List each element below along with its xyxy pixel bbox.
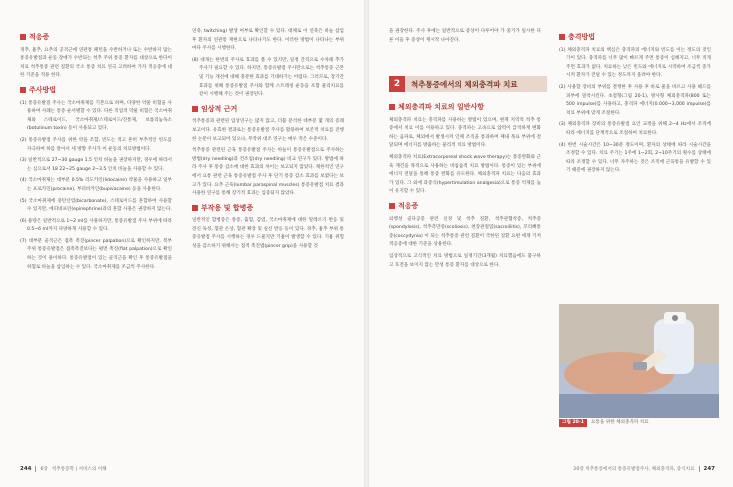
list-item: (2) 통증유발점 주사를 위한 약을 조합, 빈도는 적고 흔히 부추적인 빈도를 자극하여 하를 알아서 세 방향 주사가 이 운동의 치료방법이다. (20, 137, 172, 152)
paragraph: 을 권장한다. 주사 후에는 일반적으로 증상이 다루어야 가 중기가 일시한 다른 이들 후 증상이 재시작 나아진다. (389, 29, 541, 43)
chapter-title: 척추통증에서의 체외충격파 치료 (405, 76, 547, 92)
paragraph: 연축, twitching) 발생 여부로 확인할 수 있다. 대체로 이 연축은 바늘 삽입후 환자의 연관통 재현으로 나타나기도 한다. 이러한 방법이 나타나는 부위마다 주사를 시행한다. (192, 29, 344, 52)
section-marker-icon (192, 205, 198, 211)
left-page (0, 0, 365, 487)
figure-caption-text: 요통을 위한 체외충격파 치료 (590, 420, 649, 425)
page-number: 244 (20, 466, 32, 472)
section-marker-icon (389, 203, 395, 209)
section-heading: 주사방법 (20, 86, 172, 95)
paragraph: 임상적으로 고식적인 치료 방법으로 일정기간(3개월) 치료했음에도 불구하고 호전을 보이지 않는 만성 통증 환자를 대상으로 한다. (389, 253, 541, 268)
divider (699, 466, 700, 472)
list-item: (5) 국소마취제에 중탄산염(bicarbonate), 스테로이드를 혼합하여 사용할 수 있지만, 에피네프린(epinephrine)과의 혼합 사용은 권장하지 않는다. (20, 198, 172, 213)
section-marker-icon (20, 34, 26, 40)
footer-title: 척추통증학 | 서비스의 이해 (51, 467, 107, 472)
section-heading: 부작용 및 합병증 (192, 204, 344, 213)
figure-caption (559, 419, 719, 427)
section-marker-icon (20, 87, 26, 93)
list-item: (2) 사용할 장비의 부위를 결정한 후 사용 후 바로 물을 바르고 사용 헤드를 피부에 밀착시킨다. 초점형(그림 20-1), 방사형 체외충격파(800 또는 500 impulse)를 사용하고, 충격파 에너지(0.000~3,000 impulse)를 치료 부위에 맞게 조절한다. (559, 84, 711, 116)
treatment-photo-illustration (559, 304, 719, 418)
paragraph: 체외충격파 치료는 충격파를 사용하는 방법이 있으며, 현재 지역적 척추 통증에서 치료 이를 이용하고 있다. 충격파는 고속으로 압력이 급격하게 변화하는 음파로, 체외에서 발생시켜 인체 조직을 통과하여 체내 목표 부위에 전달되며 에너지를 방출하는 물리적 치료 방법이다. (389, 117, 541, 149)
section-heading: 적응증 (389, 202, 541, 211)
right-column-1-body (389, 98, 541, 273)
paragraph: 척추통증 관련된 근육 통증유발점 주사는 바늘이 통증유발점으로 주사하는 방법(dry needling)과 건조침(dry needling) 비교 연구가 있다. 방법에 따라 주사 후 통증 감소에 대한 효과의 차이는 보고되지 않았다. 제한적인 연구에서 요통 관련 근육 통증유발점 주사 후 단기 통증 감소 효과를 보였다는 보고가 있다. 요추 근육(lumbar paraspinal muscles) 통증유발점 치료 결과 사용한 연구를 통해 장기적 효과는 입증되지 않았다. (192, 148, 344, 197)
paragraph: 척추통증과 관련된 임상연구는 많지 않고, 더불 분석한 대부분 몇 개의 증례 보고이다. 유효한 결과로는 통증유발점 주사를 활용하여 보존적 치료를 진행한 논문이 보고되어 있으나, 무작위 대조 연구는 매우 적은 수준이다. (192, 119, 344, 142)
page-footer (573, 466, 715, 472)
right-column-2 (559, 28, 711, 179)
section-marker-icon (559, 34, 565, 40)
footer-title: 20장 척추통증에서의 통증유발점주사, 체외충격파, 증식치료 (573, 467, 695, 472)
paragraph: 퇴행성 골다공증 관련 신경 및 척추 질환, 척추관협착증, 척추증(spondylosis), 척추측만증(scoliosis), 천장관절염(sacroiliitis), 꼬리뼈통증(coccydynia) 이 되는 척추통증 관련 질환이 국한된 질환 요편 에게 기저 적응증에 대한 기준을 상용한다. (389, 216, 541, 248)
right-page (369, 0, 733, 487)
section-heading: 적응증 (20, 33, 172, 42)
list-item: (4) 국소마취제는 대부분 0.5% 리도카인(lidocaine) 약물을 사용하고 일부는 프로카인(procaine), 부피바카인(bupivacaine) 등을 사용한다. (20, 178, 172, 192)
right-column-1 (389, 28, 541, 48)
footer-part: 6장 (40, 467, 48, 472)
left-column-1 (20, 28, 172, 275)
list-item: (1) 통증유발점 주사는 국소마취제를 기본으로 하며, 다양한 약물 비혈을 사용하여 사례는 통증 순서별할 수 있다. 다른 직업적 약물 비혈은 국소마취제와 스테로이드, 국소마취제/스테로이드/진통제, 보톨리눔독소(botulinum toxin) 등이 사용되고 있다. (20, 100, 172, 132)
list-item: (4) 한번 시술시간은 10~30분 정도이며, 환자의 상태에 따라 시술시간을 조정할 수 있다. 치료 주기는 1주에 1~2회, 2~10주기의 횟수를 상태에 따라 조정할 수 있다. 너무 자주하는 것은 조직에 근육통을 유발할 수 있기 때문에 권장하지 않는다. (559, 142, 711, 174)
section-marker-icon (389, 104, 395, 110)
section-marker-icon (192, 106, 198, 112)
paragraph: 경추, 흉추, 요추의 공격근에 연관통 패턴을 수반하거나 또는 수반하지 않는 통증유발점과 운동 장애가 수반되는 척추 주위 통증 환자를 대상으로 한다이 치료 척추통증 관련 질환의 국소 통증 치료 연극 고려하여 가자 적응증에 대한 기준을 적용 한다. (20, 47, 172, 79)
divider (35, 466, 36, 472)
figure-photo (559, 304, 719, 418)
page-number: 247 (703, 466, 715, 472)
left-column-2 (192, 28, 344, 255)
list-item: (3) 체외충격파 장비의 통증유발점 요인 교정을 위해 2~4 Hz에서 조직에 따라 에너지를 단계적으로 조절하여 치료한다. (559, 122, 711, 136)
paragraph: 일반적인 합병증은 통증, 출혈, 감염, 국소마취제에 대한 알레르기 반응 및 전신 독성, 혈관 손상, 혈관 확장 및 실신 반응 등이 있다. 경추, 흉추 부위 통증유발점 주사를 시행하는 경우 드물지만 기흉이 발생할 수 있다. 기흉 위험성을 감소하기 위해서는 접적 촉진법(pincer grip)을 사용할 것 (192, 218, 344, 250)
page-footer (20, 466, 107, 472)
chapter-banner (389, 76, 547, 92)
list-item: (1) 체외충격파 치료의 핵심은 충격파의 에너지와 빈도를 이는 정도의 것인가이 있다. 충격파를 너무 많이 빠르게 주면 통증이 심해지고, 너무 적게 주면 효과가 없다. 치료하는 낮은 빈도와 에너지로 시작하여 조금씩 증가시켜 환자가 견딜 수 있는 정도까지 올려야 한다. (559, 47, 711, 79)
section-heading: 임상적 근거 (192, 105, 344, 114)
list-item: (3) 일반적으로 27~30 gauge 1.5 인치 바늘을 권장하지만, 경우에 따라서는 심으로서 18 22~25 gauge 2~3.5 인치 바늘을 사용할 수 있다. (20, 158, 172, 172)
list-item: (7) 대부분 골격근은 접촉 촉진(pincer palpation)으로 확인하지만, 복부 주위 통증유발점은 접촉촉진보다는 평면 촉진(flat palpation)으로 확인하는 것이 용이하다. 통증유발점이 있는 골격근을 확인 후 통증유발점을 하혈로 바늘을 삽입하는 수 있다. 국소마취제를 조금씩 주사한다. (20, 238, 172, 270)
paragraph: 체외충격파 치료(Extracorporeal shock wave therapy)는 통증완화와 근육 재건을 목적으로 사용하는 비침습적 치료 방법이다. 통증이 있는 부위에 에너지 전달을 통해 통증 완화를 유도한다. 체외충격파 치료는 다음의 효과가 있다. 그 외에 과증식(hypertimulation analgesia)으로 통증 억제를 높이 유지할 수 있다. (389, 154, 541, 195)
chapter-number: 2 (389, 76, 405, 92)
section-heading: 충격방법 (559, 33, 711, 42)
section-heading: 체외충격파 치료의 일반사항 (389, 103, 541, 112)
figure-label: 그림 20-1 (559, 419, 587, 427)
list-item: (8) 대개는 한번의 주사로 효과를 볼 수 있지만, 일정 간격으로 수차례 추가 주사가 필요할 수 있다. 하지만, 통증유발점 주사만으로는 척추통증 근본 및 기능 개선에 대해 충분한 효과를 기대하기는 어렵다. 그러므로, 장기간 효과를 위해 통증유발점 주사와 함께 스트레칭 운동을 포함 물리치료를 같이 시행해 주는 것이 권장된다. (192, 57, 344, 98)
list-item: (6) 용량은 일반적으로 1~2 ml를 사용하지만, 통증유발점 주사 부위에 따라 0.5~6 ml까지 다양하게 사용할 수 있다. (20, 218, 172, 233)
